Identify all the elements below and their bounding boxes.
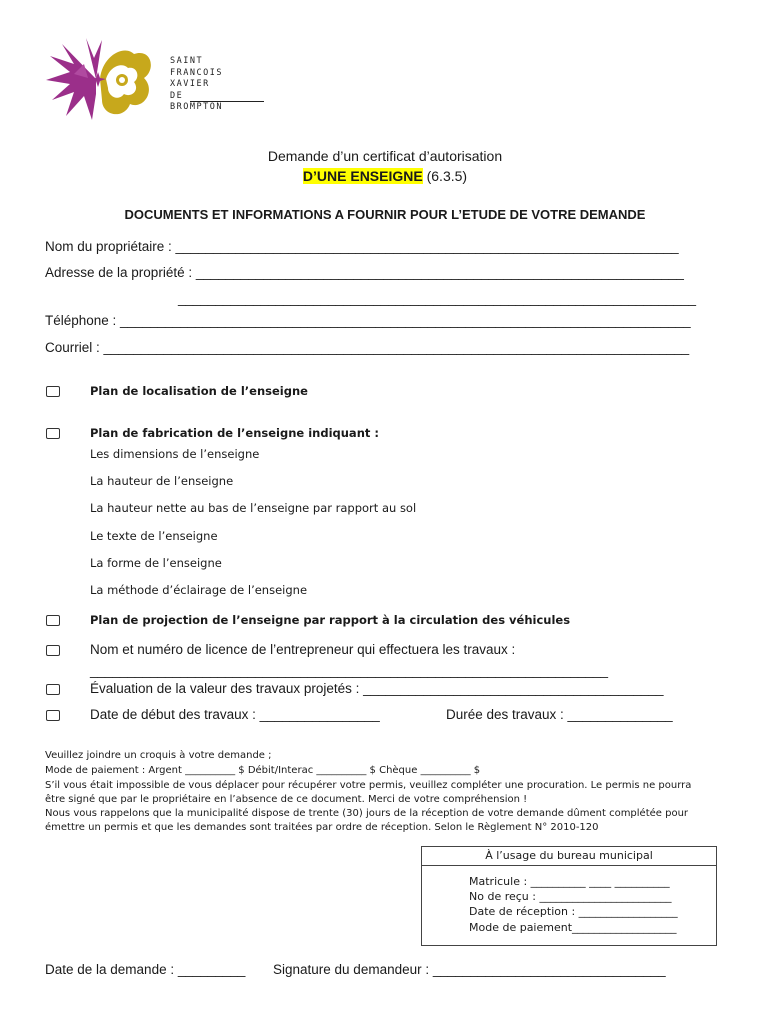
duration-field[interactable]: Durée des travaux : ______________ (446, 707, 673, 722)
subtitle-highlight: D’UNE ENSEIGNE (302, 168, 423, 184)
brand-line: FRANCOIS (170, 67, 223, 78)
property-address-line2[interactable]: _____________________________________________________________________ (178, 291, 697, 306)
signature-field[interactable]: Signature du demandeur : _______________________________ (273, 962, 666, 977)
email-field[interactable]: Courriel : ______________________________________________________________________________ (45, 340, 690, 355)
phone-field[interactable]: Téléphone : ____________________________________________________________________________ (45, 313, 691, 328)
form-title: Demande d’un certificat d’autorisation (267, 148, 503, 164)
owner-name-field[interactable]: Nom du propriétaire : ___________________________________________________________________ (45, 239, 679, 254)
brand-wordmark (170, 56, 223, 114)
sub-item: La hauteur nette au bas de l’enseigne par rapport au sol (90, 501, 417, 515)
payment-mode-field[interactable]: Mode de paiement___________________ (469, 921, 677, 934)
brand-line: BROMPTON (170, 102, 223, 112)
sub-item: Les dimensions de l’enseigne (90, 447, 260, 461)
note-line: Nous vous rappelons que la municipalité dispose de trente (30) jours de la réception de votre demande dûment complétée pour (45, 808, 689, 819)
brand-line: SAINT (170, 56, 204, 66)
contractor-checkbox[interactable] (46, 645, 60, 656)
reception-date-field[interactable]: Date de réception : __________________ (469, 905, 678, 918)
section-heading: DOCUMENTS ET INFORMATIONS A FOURNIR POUR L’ETUDE DE VOTRE DEMANDE (124, 207, 646, 222)
brand-underline (190, 101, 264, 102)
property-address-field[interactable]: Adresse de la propriété : _________________________________________________________________ (45, 265, 684, 280)
sub-item: La forme de l’enseigne (90, 556, 222, 570)
start-date-checkbox[interactable] (46, 710, 60, 721)
request-date-field[interactable]: Date de la demande : _________ (45, 962, 246, 977)
location-plan-checkbox[interactable] (46, 386, 60, 397)
office-use-header: À l’usage du bureau municipal (422, 847, 716, 866)
payment-mode-line: Mode de paiement : Argent __________ $ Débit/Interac __________ $ Chèque __________ $ (45, 765, 481, 776)
location-plan-label: Plan de localisation de l’enseigne (90, 384, 308, 398)
receipt-number-field[interactable]: No de reçu : ________________________ (469, 890, 672, 903)
note-line: Veuillez joindre un croquis à votre demande ; (45, 750, 272, 761)
contractor-line[interactable]: _____________________________________________________________________ (90, 663, 609, 678)
municipality-logo (44, 34, 154, 124)
projection-plan-checkbox[interactable] (46, 615, 60, 626)
sub-item: La hauteur de l’enseigne (90, 474, 234, 488)
fabrication-plan-checkbox[interactable] (46, 428, 60, 439)
sub-item: La méthode d’éclairage de l’enseigne (90, 583, 308, 597)
note-line: être signé que par le propriétaire en l’absence de ce document. Merci de votre compréhension ! (45, 794, 528, 805)
note-line: S’il vous était impossible de vous déplacer pour récupérer votre permis, veuillez compléter une procuration. Le permis ne pourra (45, 780, 692, 791)
subtitle-code: (6.3.5) (422, 168, 468, 184)
fabrication-plan-label: Plan de fabrication de l’enseigne indiquant : (90, 426, 379, 440)
projection-plan-label: Plan de projection de l’enseigne par rapport à la circulation des véhicules (90, 613, 571, 627)
brand-line: DE (170, 90, 184, 101)
note-line: émettre un permis et que les demandes sont traitées par ordre de réception. Selon le Règlement N° 2010-120 (45, 822, 599, 833)
office-use-box (421, 846, 717, 946)
contractor-label: Nom et numéro de licence de l’entrepreneur qui effectuera les travaux : (90, 642, 516, 657)
matricule-field[interactable]: Matricule : __________ ____ __________ (469, 875, 670, 888)
valuation-checkbox[interactable] (46, 684, 60, 695)
form-subtitle (0, 168, 770, 184)
start-date-field[interactable]: Date de début des travaux : ________________ (90, 707, 380, 722)
sub-item: Le texte de l’enseigne (90, 529, 218, 543)
valuation-field[interactable]: Évaluation de la valeur des travaux projetés : ________________________________________ (90, 681, 664, 696)
logo-gold-flower (100, 50, 151, 114)
brand-line: XAVIER (170, 79, 210, 89)
